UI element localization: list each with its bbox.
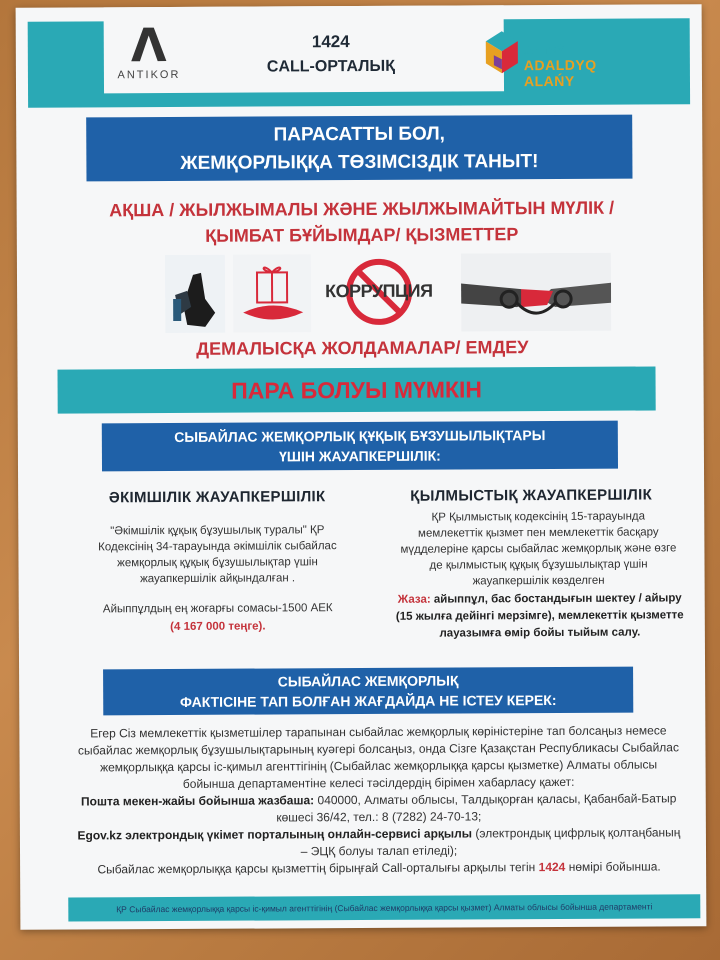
admin-fine-amount: (4 167 000 теңге). [170,620,266,634]
admin-liability-text: "Әкімшілік құқық бұзушылық туралы" ҚР Кодексінің 34-тарауында әкімшілік сыбайлас жемқорлық құқық бұзушылықтар үшін жауапкершілік айқындалған . [98,524,337,586]
jetisu-small-text: JETISÝ [523,42,565,58]
egov-line [74,824,684,861]
post-label: Пошта мекен-жайы бойынша жазбаша: [80,793,315,809]
action-intro: Егер Сіз мемлекеттік қызметшілер тарапынан сыбайлас жемқорлық көріністеріне тап болсаңыз немесе сыбайлас жемқорлық бұзушылықтарының куәгері болсаңыз, онда Сізге Қазақстан Республикасы Сыбайлас жемқорлыққа қарсы іс-қимыл агенттігінің (Сыбайлас жемқорлыққа қарсы қызметке) Алматы облысы бойынша департаментіне келесі тәсілдердің бірімен хабарласу қажет: [77,723,679,791]
items-line-2: ҚЫМБАТ БҰЙЫМДАР/ ҚЫЗМЕТТЕР [205,224,519,246]
banner-title-line-2: ЖЕМҚОРЛЫҚҚА ТӨЗІМСІЗДІК ТАНЫТ! [180,151,539,174]
call-number: 1424 [311,32,350,52]
admin-fine-text: Айыппұлдың ең жоғарғы сомасы-1500 АЕК [102,602,333,616]
antikor-a-icon: Λ [130,18,167,73]
handcuff-handshake-icon [461,253,611,332]
admin-liability-title: ӘКІМШІЛІК ЖАУАПКЕРШІЛІК [108,488,326,507]
no-corruption-icon [319,254,449,333]
action-title-line-1: СЫБАЙЛАС ЖЕМҚОРЛЫҚ [277,672,459,690]
items-line [77,195,647,250]
jetisu-big-text: ADALDYQ ALAŃY [523,56,597,90]
criminal-penalty [395,590,685,643]
antikor-logo-text: ANTIKOR [117,68,181,82]
penalty-label: Жаза: [397,593,431,606]
bribe-banner: ПАРА БОЛУЫ МҮМКІН [57,366,655,413]
action-title-line-2: ФАКТІСІНЕ ТАП БОЛҒАН ЖАҒДАЙДА НЕ ІСТЕУ КЕРЕК: [179,691,557,710]
antikor-logo [114,18,184,91]
jetisu-logo [484,23,614,94]
refusing-hand-icon [165,255,225,333]
action-body [73,722,684,878]
items-line-1: АҚША / ЖЫЛЖЫМАЛЫ ЖӘНЕ ЖЫЛЖЫМАЙТЫН МҮЛІК / [109,197,615,221]
illustration-row [165,253,615,335]
egov-label: Egov.kz электрондық үкімет порталының онлайн-сервисі арқылы [77,826,473,843]
call-line [74,858,684,878]
action-title [103,667,633,716]
banner-title-line-1: ПАРАСАТТЫ БОЛ, [273,123,445,146]
call-text-1: Сыбайлас жемқорлыққа қарсы қызметтің бірыңғай Call-орталығы арқылы тегін [97,860,536,877]
penalty-text: айыппұл, бас бостандығын шектеу / айыру (15 жылға дейінгі мерзімге), мемлекеттік қызметте лауазымға өмір бойы тыйым салу. [395,592,684,640]
gift-box-icon [233,254,311,332]
footer-band: ҚР Сыбайлас жемқорлыққа қарсы іс-қимыл агенттігінің (Сыбайлас жемқорлыққа қарсы қызмет) Алматы облысы бойынша департаменті [68,894,700,921]
call-number-inline: 1424 [538,859,566,875]
post-address [74,790,684,827]
liability-title-line-2: ҮШІН ЖАУАПКЕРШІЛІК: [279,447,441,465]
call-center-block [256,32,406,77]
corruption-stamp-text: КОРРУПЦИЯ [325,280,433,302]
call-label: CALL-ОРТАЛЫҚ [266,57,395,76]
vacation-line: ДЕМАЛЫСҚА ЖОЛДАМАЛАР/ ЕМДЕУ [196,337,529,359]
cube-logo-icon [484,29,520,79]
post-text: 040000, Алматы облысы, Талдықорған қаласы, Қабанбай-Батыр көшесі 36/42, тел.: 8 (7282) 24-70-13; [276,791,677,825]
call-text-2: нөмірі бойынша. [568,859,661,874]
egov-text: (электрондық цифрлық қолтаңбаның – ЭЦҚ болуы талап етіледі); [300,825,681,859]
poster [16,4,707,930]
liability-title-line-1: СЫБАЙЛАС ЖЕМҚОРЛЫҚ ҚҰҚЫҚ БҰЗУШЫЛЫҚТАРЫ [174,427,546,445]
banner-title [86,115,632,182]
criminal-liability-text: ҚР Қылмыстық кодексінің 15-тарауында мемлекеттік қызмет пен мемлекеттік басқару мүдделеріне қарсы сыбайлас жемқорлық және өзге де қылмыстық құқық бұзушылықтар үшін жауапкершілік көзделген [400,510,677,588]
liability-title [102,421,618,472]
criminal-liability-title: ҚЫЛМЫСТЫҚ ЖАУАПКЕРШІЛІК [410,486,653,505]
